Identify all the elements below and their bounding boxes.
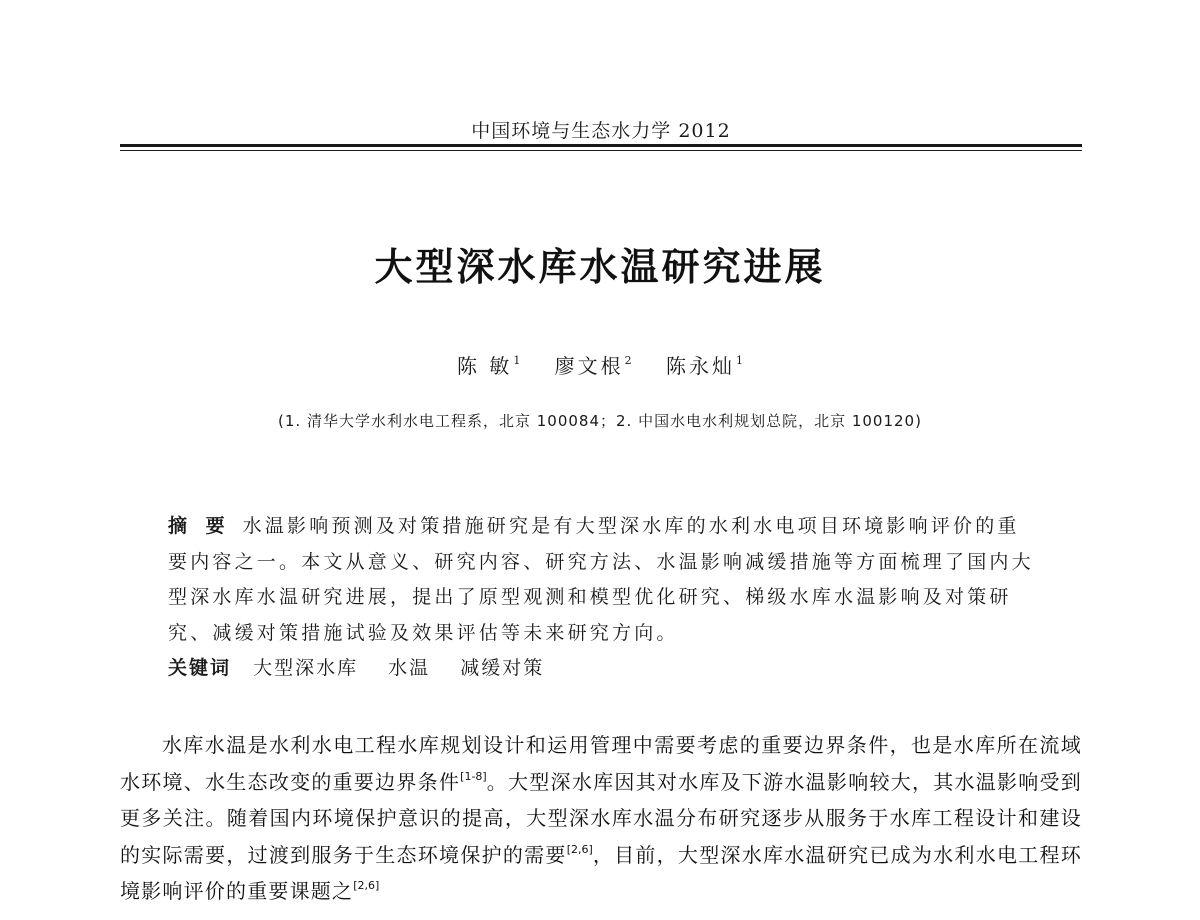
- author-list: [0, 350, 1200, 379]
- author: [555, 350, 632, 379]
- abstract: [168, 509, 1036, 651]
- citation: [2,6]: [566, 842, 593, 856]
- author-name: 陈 敏: [456, 354, 513, 378]
- header-rule-thick: [120, 144, 1082, 147]
- author-affiliation-mark: 1: [513, 354, 521, 367]
- author-name: 廖文根: [554, 354, 624, 378]
- body-text-segment: ，目前，大型深水库水温研究已成为水利水电工程环境影响评价的重要课题之: [120, 842, 1082, 903]
- author: [666, 350, 743, 379]
- journal-header: 中国环境与生态水力学 2012: [471, 120, 731, 142]
- author-affiliation-mark: 1: [736, 354, 744, 367]
- affiliation-line: (1. 清华大学水利水电工程系，北京 100084；2. 中国水电水利规划总院，北京 100120): [278, 412, 922, 430]
- keyword: 水温: [388, 657, 431, 679]
- author-name: 陈永灿: [666, 354, 736, 378]
- header-rule-thin: [120, 150, 1082, 151]
- abstract-text: 水温影响预测及对策措施研究是有大型深水库的水利水电项目环境影响评价的重要内容之一。本文从意义、研究内容、研究方法、水温影响减缓措施等方面梳理了国内大型深水库水温研究进展，提出了原型观测和模型优化研究、梯级水库水温影响及对策研究、减缓对策措施试验及效果评估等未来研究方向。: [168, 515, 1034, 644]
- citation: [2,6]: [353, 879, 380, 892]
- citation: [1-8]: [460, 769, 487, 783]
- keywords-label: 关键词: [168, 657, 232, 679]
- body-text-segment: 。大型深水库因其对水库及下游水温影响较大，其水温影响受到更多关注。随着国内环境保护意识的提高，大型深水库水温分布研究逐步从服务于水库工程设计和建设的实际需要，过渡到服务于生态环境保护的需要: [120, 769, 1082, 867]
- body-paragraph: [120, 727, 1082, 910]
- keywords: [168, 653, 1036, 680]
- body-text-segment: 水库水温是水利水电工程水库规划设计和运用管理中需要考虑的重要边界条件，也是水库所在流域水环境、水生态改变的重要边界条件: [120, 733, 1082, 794]
- abstract-label: 摘 要: [168, 515, 231, 537]
- keyword: 大型深水库: [253, 657, 359, 679]
- author-affiliation-mark: 2: [624, 354, 632, 367]
- author: [457, 350, 520, 379]
- keyword: 减缓对策: [460, 657, 545, 679]
- paper-title: 大型深水库水温研究进展: [374, 245, 826, 289]
